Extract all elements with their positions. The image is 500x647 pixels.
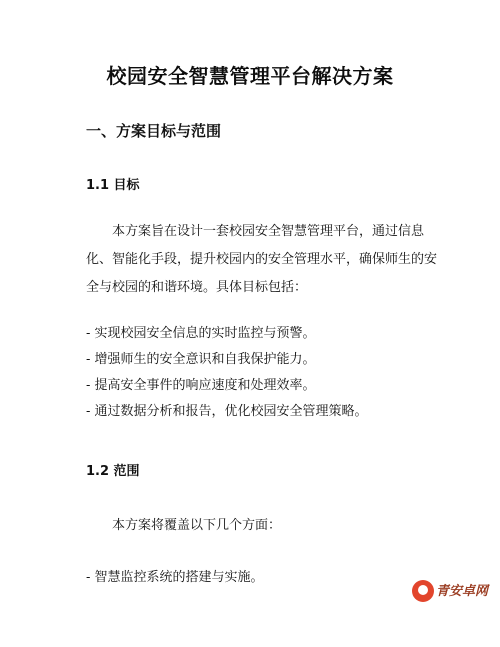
list-item: - 通过数据分析和报告，优化校园安全管理策略。 xyxy=(86,404,368,419)
watermark-logo xyxy=(412,578,496,608)
goals-paragraph: 本方案旨在设计一套校园安全智慧管理平台，通过信息化、智能化手段，提升校园内的安全管理水平，确保师生的安全与校园的和谐环境。具体目标包括： xyxy=(86,224,438,295)
document-title: 校园安全智慧管理平台解决方案 xyxy=(106,64,394,88)
goals-list xyxy=(86,321,446,425)
list-item: - 增强师生的安全意识和自我保护能力。 xyxy=(86,352,316,367)
subsection-heading-scope: 1.2 范围 xyxy=(86,464,140,479)
circle-logo-icon xyxy=(412,580,434,602)
list-item: - 实现校园安全信息的实时监控与预警。 xyxy=(86,326,316,341)
subsection-heading-goals: 1.1 目标 xyxy=(86,178,140,193)
section-heading: 一、方案目标与范围 xyxy=(86,122,222,140)
list-item: - 智慧监控系统的搭建与实施。 xyxy=(86,570,264,585)
scope-paragraph: 本方案将覆盖以下几个方面： xyxy=(112,518,282,533)
watermark-text: 青安卓网 xyxy=(436,584,489,599)
list-item: - 提高安全事件的响应速度和处理效率。 xyxy=(86,378,316,393)
